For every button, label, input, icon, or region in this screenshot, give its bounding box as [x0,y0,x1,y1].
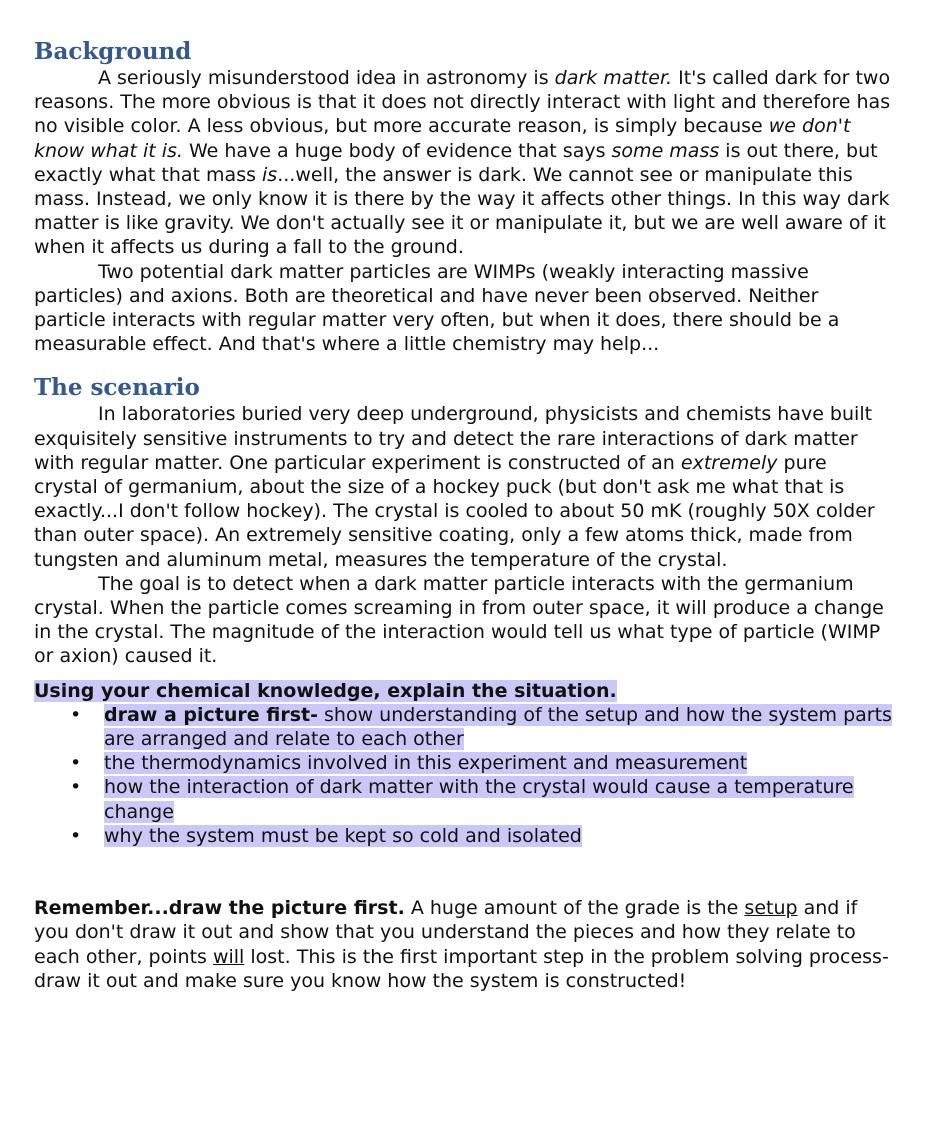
text-span: pure crystal of germanium, about the size of a hockey puck (but don't ask me what that is exactly...I don't follow hockey). The crystal is cooled to about 50 mK (roughly 50X colder than outer space). An extremely sensitive coating, only a few atoms thick, made from tungsten and aluminum metal, measures the temperature of the crystal. [34,451,875,571]
bullet-icon: • [70,752,82,775]
background-paragraph-1 [34,66,894,260]
remember-paragraph [34,896,894,993]
list-item [34,751,894,775]
list-item-text: show understanding of the setup and how the system parts are arranged and relate to each other [104,703,892,751]
text-span: It's called dark for two reasons. The more obvious is that it does not directly interact with light and therefore has no visible color. A less obvious, but more accurate reason, is simply because [34,67,891,138]
list-item-text: how the interaction of dark matter with the crystal would cause a temperature change [104,776,854,823]
text-span: is out there, but exactly what that mass [34,139,878,186]
text-span: A huge amount of the grade is the [404,897,745,920]
bold-text: draw a picture first- [104,703,318,726]
italic-text: extremely [680,451,778,474]
background-heading: Background [34,38,192,65]
bullet-icon: • [70,776,82,799]
bullet-icon: • [70,824,82,847]
italic-text: some mass [611,139,720,162]
document [34,38,894,993]
italic-text: we don't know what it is. [34,115,851,162]
italic-text: is [262,163,278,186]
list-item-text: why the system must be kept so cold and isolated [104,824,582,847]
question-title [34,679,894,703]
bullet-icon: • [70,703,82,726]
italic-text: dark matter. [554,67,673,89]
text-span: lost. This is the first important step in the problem solving process- draw it out and make sure you know how the system is constructed! [34,945,889,992]
text-span: In laboratories buried very deep underground, physicists and chemists have built exquisitely sensitive instruments to try and detect the rare interactions of dark matter with regular matter. One particular experiment is constructed of an [34,403,873,474]
underlined-text: will [212,945,245,968]
text-span: We have a huge body of evidence that says [182,139,612,162]
list-item [34,703,894,751]
question-list [34,703,894,848]
bold-text: Remember...draw the picture first. [34,897,405,920]
scenario-heading: The scenario [34,374,200,402]
scenario-paragraph-2: The goal is to detect when a dark matter particle interacts with the germanium crystal. When the particle comes screaming in from outer space, it will produce a change in the crystal. The magnitude of the interaction would tell us what type of particle (WIMP or axion) caused it. [34,572,884,668]
text-span: A seriously misunderstood idea in astronomy is [98,67,555,89]
underlined-text: setup [744,897,798,920]
scenario-paragraph-1 [34,402,894,571]
text-span: ...well, the answer is dark. We cannot see or manipulate this mass. Instead, we only know it is there by the way it affects other things. In this way dark matter is like gravity. We don't actually see it or manipulate it, but we are well aware of it when it affects us during a fall to the ground. [34,163,890,259]
background-paragraph-2: Two potential dark matter particles are WIMPs (weakly interacting massive particles) and axions. Both are theoretical and have never been observed. Neither particle interacts with regular matter very often, but when it does, there should be a measurable effect. And that's where a little chemistry may help... [34,260,840,356]
question-title-text: Using your chemical knowledge, explain the situation. [34,679,617,702]
list-item [34,775,894,823]
list-item-text: the thermodynamics involved in this experiment and measurement [104,752,748,775]
text-span: and if you don't draw it out and show that you understand the pieces and how they relate to each other, points [34,897,858,968]
question-block [34,679,894,848]
list-item [34,824,894,848]
